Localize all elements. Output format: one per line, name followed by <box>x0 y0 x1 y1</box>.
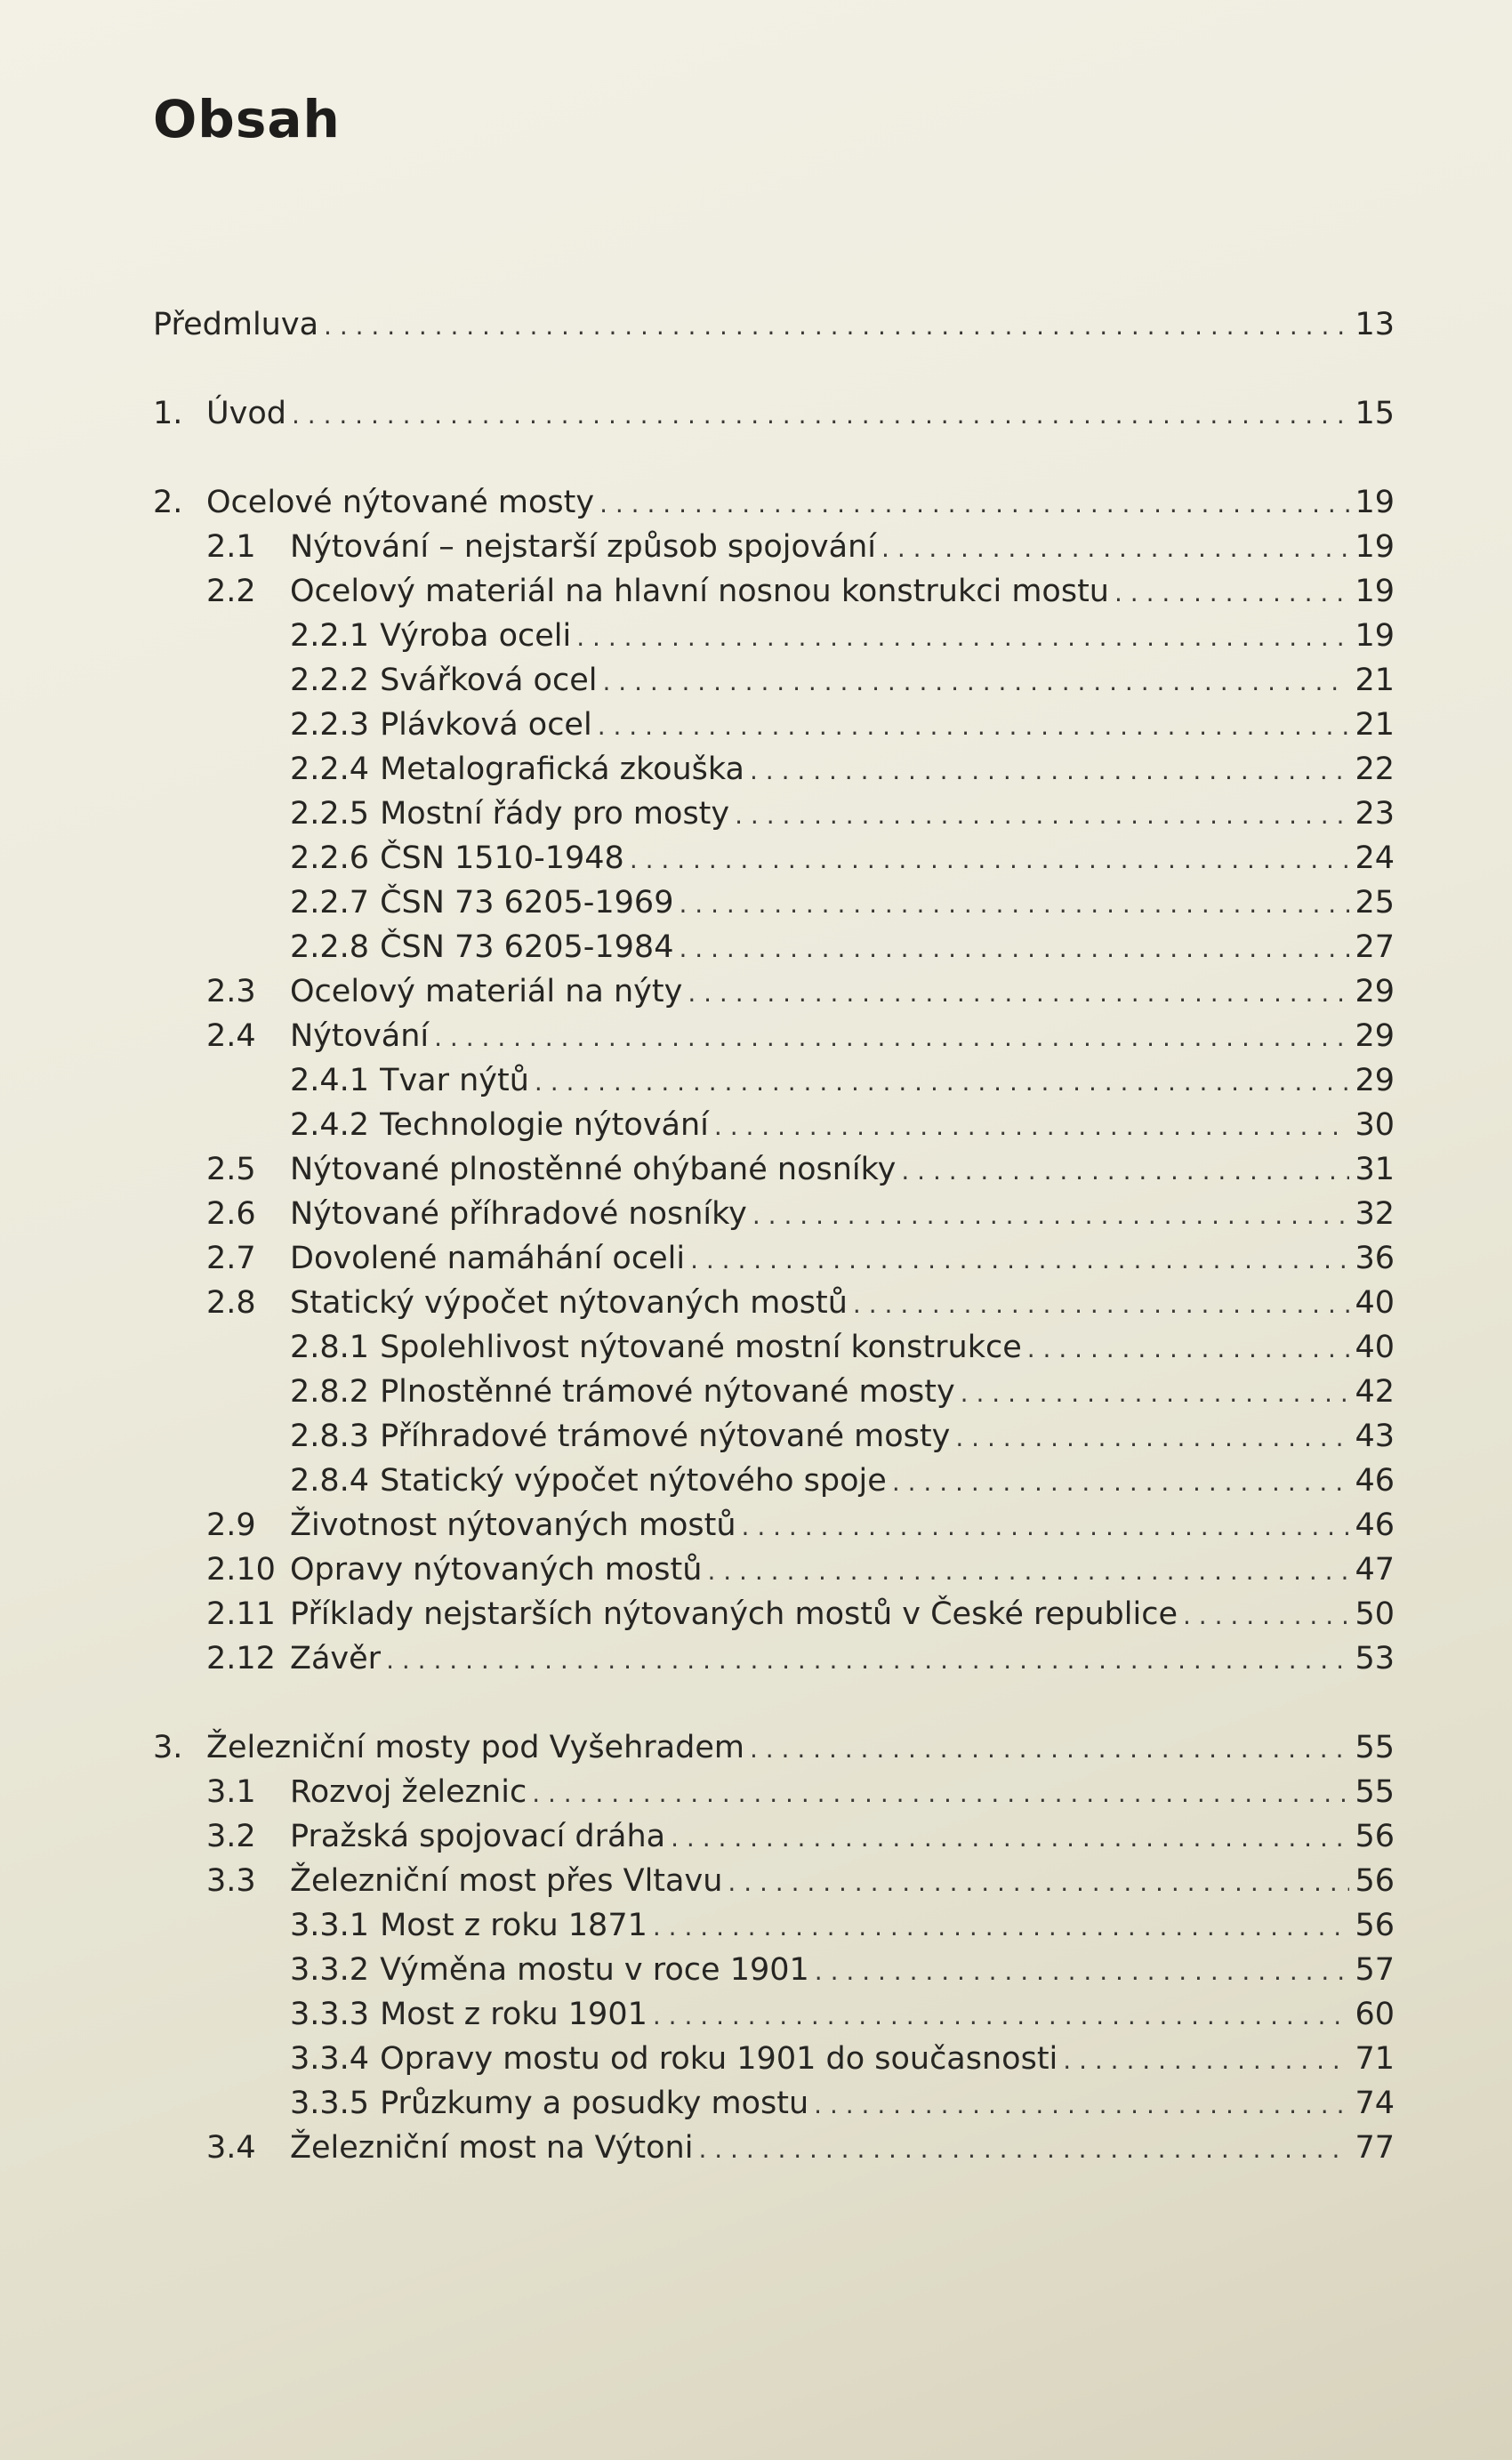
dot-leader <box>742 1505 1350 1549</box>
toc-entry <box>153 2126 1395 2170</box>
toc-entry-page: 56 <box>1355 1863 1395 1899</box>
toc-entry <box>153 1236 1395 1281</box>
toc-entry-number: 2.8.1 <box>290 1330 370 1365</box>
toc-entry-page: 27 <box>1355 929 1395 965</box>
toc-entry-title: Úvod <box>206 396 286 431</box>
dot-leader <box>1114 571 1349 615</box>
toc-entry <box>153 569 1395 614</box>
toc-entry-title: Spolehlivost nýtované mostní konstrukce <box>380 1330 1022 1365</box>
toc-entry-title: Životnost nýtovaných mostů <box>290 1507 736 1543</box>
dot-leader <box>735 793 1349 838</box>
toc-entry-number: 2.7 <box>206 1241 256 1276</box>
toc-entry-title: Technologie nýtování <box>380 1107 709 1143</box>
toc-entry-title: Příhradové trámové nýtované mosty <box>380 1419 951 1454</box>
toc-entry-page: 29 <box>1355 1063 1395 1098</box>
toc-entry-number: 2.8.2 <box>290 1374 370 1410</box>
toc-entry-title: Železniční most přes Vltavu <box>290 1863 723 1899</box>
toc-entry <box>153 1725 1395 1770</box>
dot-leader <box>679 927 1349 971</box>
toc-entry <box>153 1014 1395 1058</box>
toc-entry-number: 2.4 <box>206 1018 256 1054</box>
toc-entry-title: Metalografická zkouška <box>380 752 744 787</box>
dot-leader <box>955 1416 1349 1460</box>
dot-leader <box>599 482 1349 527</box>
toc-entry-page: 25 <box>1355 885 1395 920</box>
toc-entry-number: 2.9 <box>206 1507 256 1543</box>
toc-entry <box>153 658 1395 703</box>
toc-entry <box>153 1370 1395 1414</box>
toc-entry-page: 77 <box>1355 2130 1395 2166</box>
toc-entry-title: Dovolené namáhání oceli <box>290 1241 686 1276</box>
toc-entry-page: 50 <box>1355 1596 1395 1632</box>
toc-entry <box>153 1281 1395 1325</box>
toc-entry-page: 24 <box>1355 840 1395 876</box>
toc-entry-page: 21 <box>1355 663 1395 698</box>
toc-entry-page: 30 <box>1355 1107 1395 1143</box>
dot-leader <box>750 749 1349 793</box>
toc-entry-number: 2.2.2 <box>290 663 370 698</box>
dot-leader <box>1183 1594 1349 1638</box>
toc-entry <box>153 1770 1395 1814</box>
dot-leader <box>1063 2038 1349 2083</box>
toc-entry-number: 2.2 <box>206 574 256 609</box>
toc-entry <box>153 1058 1395 1103</box>
toc-entry-number: 2.4.1 <box>290 1063 370 1098</box>
dot-leader <box>671 1816 1349 1861</box>
toc-entry-page: 57 <box>1355 1952 1395 1988</box>
toc-entry-page: 13 <box>1355 307 1395 342</box>
toc-entry-title: Plnostěnné trámové nýtované mosty <box>380 1374 955 1410</box>
dot-leader <box>714 1105 1350 1149</box>
toc-entry-number: 3.4 <box>206 2130 256 2166</box>
toc-entry <box>153 1503 1395 1548</box>
toc-entry-title: Svářková ocel <box>380 663 598 698</box>
toc-entry <box>153 1414 1395 1459</box>
toc-entry-title: Nýtování <box>290 1018 430 1054</box>
toc-entry-number: 3.3.5 <box>290 2086 370 2121</box>
toc-entry-number: 2.3 <box>206 974 256 1009</box>
toc-entry <box>153 747 1395 792</box>
dot-leader <box>698 2127 1349 2172</box>
toc-entry-number: 2.11 <box>206 1596 276 1632</box>
toc-entry-number: 2.2.8 <box>290 929 370 965</box>
toc-entry <box>153 1548 1395 1592</box>
toc-entry <box>153 925 1395 969</box>
toc-entry-number: 2. <box>153 485 183 520</box>
toc-entry-title: ČSN 1510-1948 <box>380 840 624 876</box>
dot-leader <box>881 527 1349 571</box>
toc-entry-title: Výměna mostu v roce 1901 <box>380 1952 809 1988</box>
toc-entry-number: 2.2.3 <box>290 707 370 743</box>
toc-entry-page: 29 <box>1355 974 1395 1009</box>
toc-entry-number: 2.12 <box>206 1641 276 1676</box>
toc-entry-page: 56 <box>1355 1819 1395 1854</box>
toc-entry-page: 47 <box>1355 1552 1395 1588</box>
toc-entry <box>153 1592 1395 1636</box>
toc-entry <box>153 1948 1395 1992</box>
toc-entry-page: 29 <box>1355 1018 1395 1054</box>
toc-entry-page: 22 <box>1355 752 1395 787</box>
toc-entry-number: 2.8.4 <box>290 1463 370 1499</box>
toc-entry-number: 2.2.7 <box>290 885 370 920</box>
page-title: Obsah <box>153 89 341 149</box>
toc-entry-number: 1. <box>153 396 183 431</box>
toc-entry-title: Pražská spojovací dráha <box>290 1819 666 1854</box>
toc-entry <box>153 836 1395 880</box>
toc-entry-number: 2.4.2 <box>290 1107 370 1143</box>
dot-leader <box>690 1238 1349 1282</box>
toc-entry-number: 2.2.4 <box>290 752 370 787</box>
toc-entry-number: 3.3.3 <box>290 1997 370 2032</box>
toc-entry <box>153 480 1395 525</box>
toc-entry-page: 60 <box>1355 1997 1395 2032</box>
toc-entry <box>153 525 1395 569</box>
toc-entry-page: 23 <box>1355 796 1395 832</box>
toc-entry-number: 3.1 <box>206 1774 256 1810</box>
toc-entry-title: Železniční most na Výtoni <box>290 2130 694 2166</box>
toc-entry-page: 55 <box>1355 1774 1395 1810</box>
toc-entry-number: 2.10 <box>206 1552 276 1588</box>
toc-entry <box>153 614 1395 658</box>
toc-entry <box>153 1325 1395 1370</box>
toc-entry-number: 3.3 <box>206 1863 256 1899</box>
dot-leader <box>653 1905 1350 1950</box>
toc-entry-number: 2.5 <box>206 1152 256 1187</box>
toc-entry-title: Nýtované plnostěnné ohýbané nosníky <box>290 1152 897 1187</box>
dot-leader <box>532 1772 1349 1816</box>
toc-entry <box>153 2081 1395 2126</box>
toc-entry-page: 19 <box>1355 574 1395 609</box>
toc-entry-number: 3.3.4 <box>290 2041 370 2077</box>
toc-entry-page: 19 <box>1355 485 1395 520</box>
toc-entry-page: 19 <box>1355 618 1395 654</box>
toc-entry <box>153 1903 1395 1948</box>
toc-entry-title: ČSN 73 6205-1969 <box>380 885 674 920</box>
toc-entry-page: 55 <box>1355 1730 1395 1765</box>
dot-leader <box>630 838 1350 882</box>
dot-leader <box>576 615 1349 660</box>
dot-leader <box>434 1016 1349 1060</box>
dot-leader <box>602 660 1349 704</box>
toc-entry <box>153 880 1395 925</box>
toc-entry-number: 2.1 <box>206 529 256 565</box>
dot-leader <box>598 704 1350 749</box>
toc-entry-number: 2.2.1 <box>290 618 370 654</box>
toc-entry <box>153 703 1395 747</box>
dot-leader <box>901 1149 1349 1194</box>
toc-entry-title: Železniční mosty pod Vyšehradem <box>206 1730 744 1765</box>
toc-entry-page: 31 <box>1355 1152 1395 1187</box>
toc-entry-title: Nýtování – nejstarší způsob spojování <box>290 529 877 565</box>
dot-leader <box>535 1060 1350 1105</box>
toc-entry-title: Ocelové nýtované mosty <box>206 485 595 520</box>
dot-leader <box>688 971 1349 1016</box>
toc-entry-title: Ocelový materiál na nýty <box>290 974 683 1009</box>
toc-entry-title: Průzkumy a posudky mostu <box>380 2086 809 2121</box>
toc-entry-page: 42 <box>1355 1374 1395 1410</box>
toc-entry-page: 40 <box>1355 1285 1395 1321</box>
toc-entry-page: 56 <box>1355 1908 1395 1943</box>
toc-entry-title: Ocelový materiál na hlavní nosnou konstrukci mostu <box>290 574 1109 609</box>
dot-leader <box>324 304 1349 349</box>
toc-entry <box>153 1992 1395 2037</box>
dot-leader <box>892 1460 1350 1505</box>
toc-entry-title: Most z roku 1871 <box>380 1908 647 1943</box>
toc-entry <box>153 969 1395 1014</box>
toc-entry-title: Předmluva <box>153 307 319 342</box>
dot-leader <box>728 1861 1349 1905</box>
toc-entry-number: 2.2.5 <box>290 796 370 832</box>
dot-leader <box>1027 1327 1350 1371</box>
table-of-contents <box>153 302 1395 2170</box>
toc-entry-number: 3.3.1 <box>290 1908 370 1943</box>
dot-leader <box>292 393 1349 438</box>
toc-entry-page: 46 <box>1355 1463 1395 1499</box>
toc-entry-title: Opravy nýtovaných mostů <box>290 1552 703 1588</box>
toc-entry-title: Mostní řády pro mosty <box>380 796 730 832</box>
toc-entry-title: Opravy mostu od roku 1901 do současnosti <box>380 2041 1058 2077</box>
toc-entry-title: ČSN 73 6205-1984 <box>380 929 674 965</box>
toc-entry-page: 46 <box>1355 1507 1395 1543</box>
dot-leader <box>752 1194 1350 1238</box>
toc-entry-title: Závěr <box>290 1641 382 1676</box>
toc-entry-page: 15 <box>1355 396 1395 431</box>
toc-entry-page: 32 <box>1355 1196 1395 1232</box>
toc-entry <box>153 1814 1395 1859</box>
toc-entry-number: 3.2 <box>206 1819 256 1854</box>
toc-entry <box>153 1147 1395 1192</box>
dot-leader <box>853 1282 1350 1327</box>
toc-entry-page: 40 <box>1355 1330 1395 1365</box>
toc-entry-title: Tvar nýtů <box>380 1063 529 1098</box>
dot-leader <box>386 1638 1349 1683</box>
toc-entry-title: Výroba oceli <box>380 618 572 654</box>
toc-entry-title: Most z roku 1901 <box>380 1997 647 2032</box>
toc-entry-number: 2.2.6 <box>290 840 370 876</box>
dot-leader <box>653 1994 1350 2038</box>
dot-leader <box>679 882 1349 927</box>
toc-entry-page: 74 <box>1355 2086 1395 2121</box>
toc-entry-number: 2.8 <box>206 1285 256 1321</box>
toc-entry <box>153 1636 1395 1681</box>
toc-entry-page: 53 <box>1355 1641 1395 1676</box>
toc-entry-page: 19 <box>1355 529 1395 565</box>
toc-entry <box>153 391 1395 436</box>
toc-entry <box>153 2037 1395 2081</box>
dot-leader <box>815 1950 1350 1994</box>
dot-leader <box>707 1549 1349 1594</box>
dot-leader <box>750 1727 1350 1772</box>
toc-entry <box>153 302 1395 347</box>
toc-entry <box>153 792 1395 836</box>
toc-entry-title: Plávková ocel <box>380 707 592 743</box>
toc-entry-title: Příklady nejstarších nýtovaných mostů v České republice <box>290 1596 1178 1632</box>
toc-entry <box>153 1192 1395 1236</box>
toc-entry-title: Nýtované příhradové nosníky <box>290 1196 747 1232</box>
toc-entry-number: 3. <box>153 1730 183 1765</box>
toc-entry-page: 36 <box>1355 1241 1395 1276</box>
toc-entry-number: 2.8.3 <box>290 1419 370 1454</box>
toc-entry-title: Statický výpočet nýtového spoje <box>380 1463 887 1499</box>
dot-leader <box>814 2083 1349 2127</box>
toc-entry-number: 2.6 <box>206 1196 256 1232</box>
toc-entry <box>153 1859 1395 1903</box>
toc-entry <box>153 1103 1395 1147</box>
toc-entry-title: Statický výpočet nýtovaných mostů <box>290 1285 848 1321</box>
toc-entry-title: Rozvoj železnic <box>290 1774 527 1810</box>
toc-entry-number: 3.3.2 <box>290 1952 370 1988</box>
toc-entry-page: 71 <box>1355 2041 1395 2077</box>
toc-entry <box>153 1459 1395 1503</box>
toc-entry-page: 21 <box>1355 707 1395 743</box>
dot-leader <box>961 1371 1350 1416</box>
toc-entry-page: 43 <box>1355 1419 1395 1454</box>
